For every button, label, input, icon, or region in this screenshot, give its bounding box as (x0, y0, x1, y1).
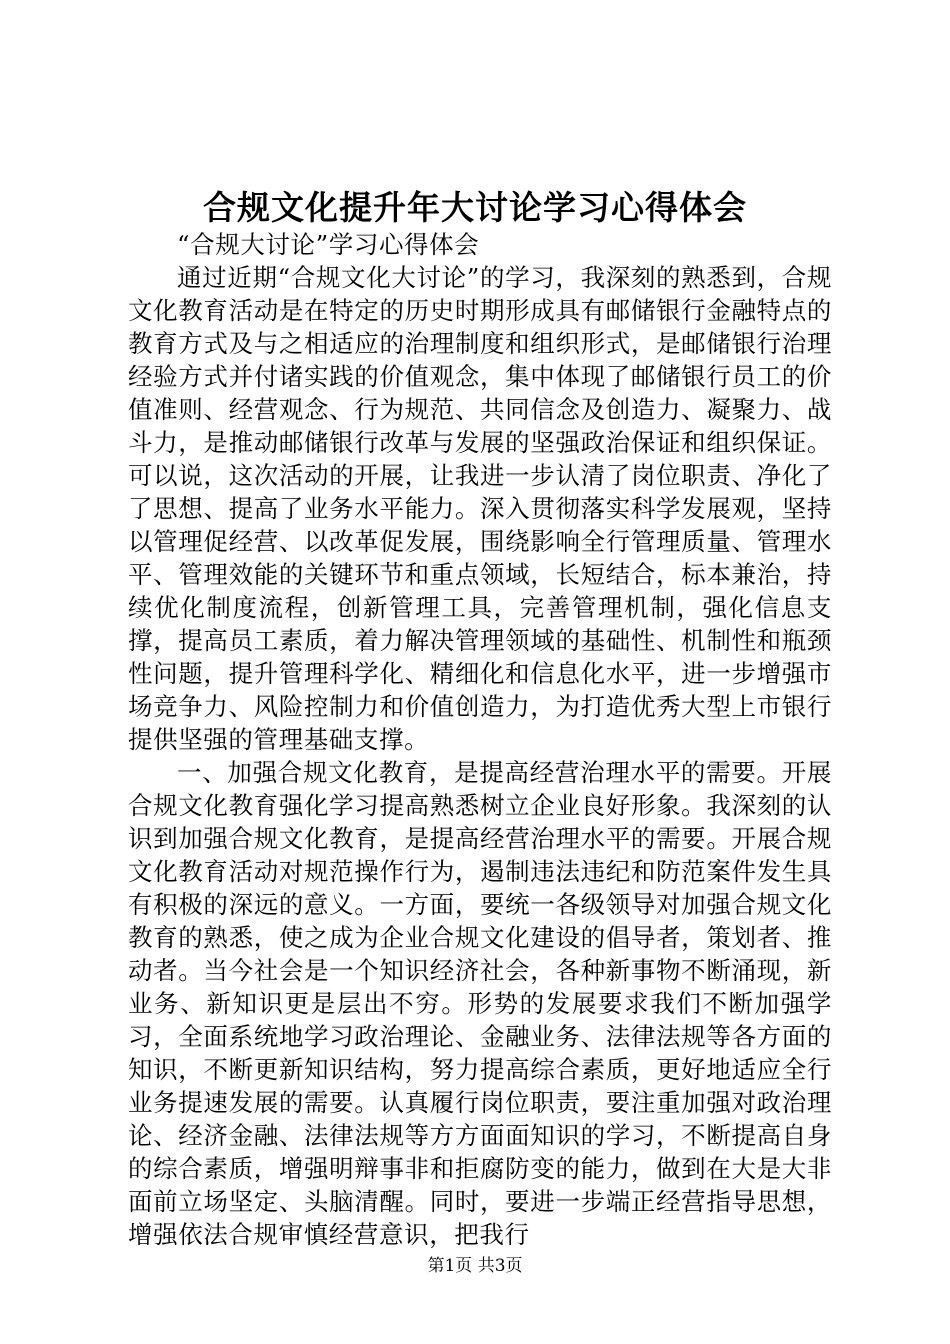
document-title: 合规文化提升年大讨论学习心得体会 (203, 188, 747, 227)
document-body (128, 228, 832, 1251)
page-number-footer: 第1页 共3页 (427, 1256, 523, 1276)
body-paragraph: 一、加强合规文化教育，是提高经营治理水平的需要。开展合规文化教育强化学习提高熟悉树立企业良好形象。我深刻的认识到加强合规文化教育，是提高经营治理水平的需要。开展合规文化教育活动对规范操作行为，遏制违法违纪和防范案件发生具有积极的深远的意义。一方面，要统一各级领导对加强合规文化教育的熟悉，使之成为企业合规文化建设的倡导者，策划者、推动者。当今社会是一个知识经济社会，各种新事物不断涌现，新业务、新知识更是层出不穷。形势的发展要求我们不断加强学习，全面系统地学习政治理论、金融业务、法律法规等各方面的知识，不断更新知识结构，努力提高综合素质，更好地适应全行业务提速发展的需要。认真履行岗位职责，要注重加强对政治理论、经济金融、法律法规等方方面面知识的学习，不断提高自身的综合素质，增强明辩事非和拒腐防变的能力，做到在大是大非面前立场坚定、头脑清醒。同时，要进一步端正经营指导思想，增强依法合规审慎经营意识，把我行 (128, 758, 832, 1249)
body-paragraph: 通过近期“合规文化大讨论”的学习，我深刻的熟悉到，合规文化教育活动是在特定的历史时期形成具有邮储银行金融特点的教育方式及与之相适应的治理制度和组织形式，是邮储银行治理经验方式并付诸实践的价值观念，集中体现了邮储银行员工的价值准则、经营观念、行为规范、共同信念及创造力、凝聚力、战斗力，是推动邮储银行改革与发展的坚强政治保证和组织保证。可以说，这次活动的开展，让我进一步认清了岗位职责、净化了了思想、提高了业务水平能力。深入贯彻落实科学发展观，坚持以管理促经营、以改革促发展，围绕影响全行管理质量、管理水平、管理效能的关键环节和重点领域，长短结合，标本兼治，持续优化制度流程，创新管理工具，完善管理机制，强化信息支撑，提高员工素质，着力解决管理领域的基础性、机制性和瓶颈性问题，提升管理科学化、精细化和信息化水平，进一步增强市场竞争力、风险控制力和价值创造力，为打造优秀大型上市银行提供坚强的管理基础支撑。 (128, 263, 832, 754)
subtitle-paragraph: “合规大讨论”学习心得体会 (177, 230, 480, 259)
